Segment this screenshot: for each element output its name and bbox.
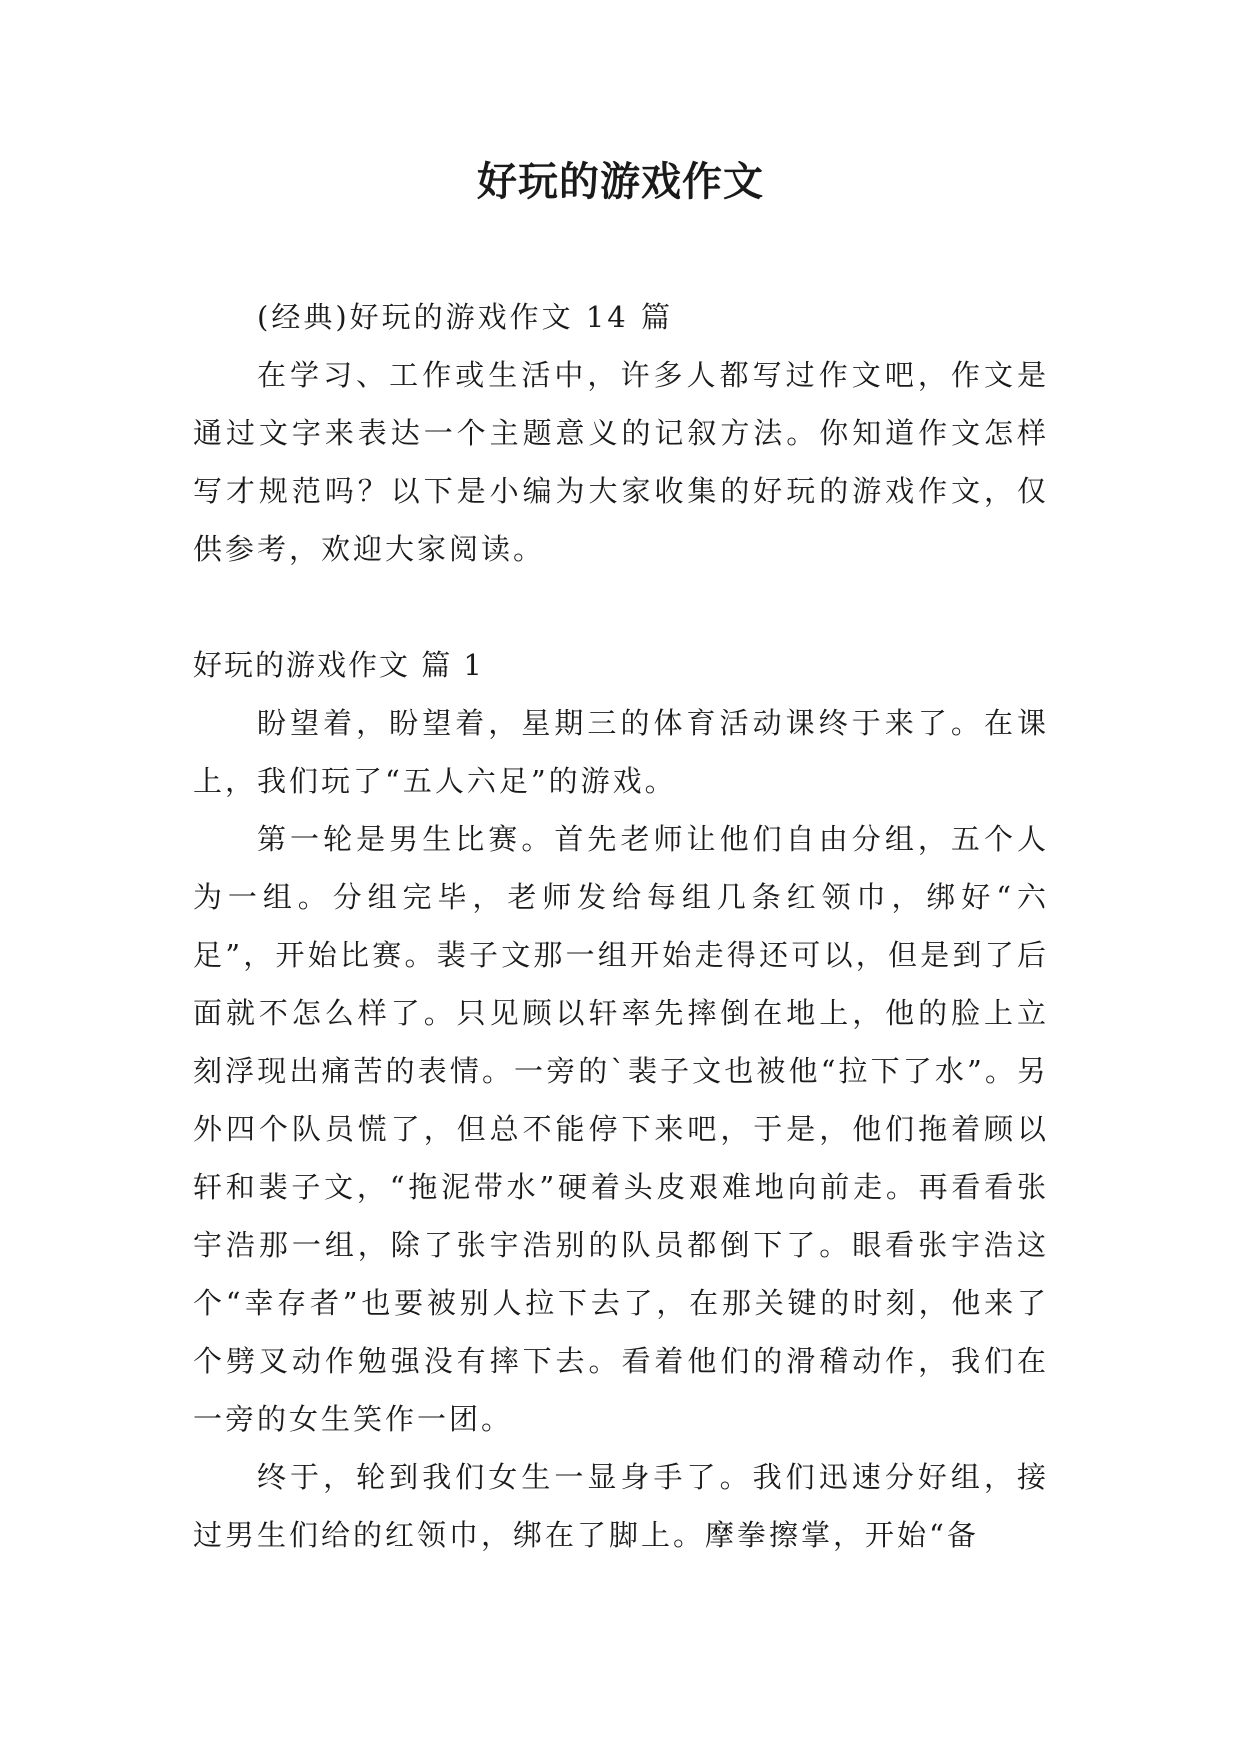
document-body bbox=[193, 288, 1049, 1564]
body-paragraph: 第一轮是男生比赛。首先老师让他们自由分组，五个人为一组。分组完毕，老师发给每组几条红领巾，绑好“六足”，开始比赛。裴子文那一组开始走得还可以，但是到了后面就不怎么样了。只见顾以轩率先摔倒在地上，他的脸上立刻浮现出痛苦的表情。一旁的`裴子文也被他“拉下了水”。另外四个队员慌了，但总不能停下来吧，于是，他们拖着顾以轩和裴子文，“拖泥带水”硬着头皮艰难地向前走。再看看张宇浩那一组，除了张宇浩别的队员都倒下了。眼看张宇浩这个“幸存者”也要被别人拉下去了，在那关键的时刻，他来了个劈叉动作勉强没有摔下去。看着他们的滑稽动作，我们在一旁的女生笑作一团。 bbox=[193, 822, 1049, 1436]
intro-paragraph: 在学习、工作或生活中，许多人都写过作文吧，作文是通过文字来表达一个主题意义的记叙方法。你知道作文怎样写才规范吗？以下是小编为大家收集的好玩的游戏作文，仅供参考，欢迎大家阅读。 bbox=[193, 358, 1049, 566]
document-title: 好玩的游戏作文 bbox=[477, 158, 764, 205]
section-heading: 好玩的游戏作文 篇 1 bbox=[193, 648, 484, 682]
body-paragraph: 盼望着，盼望着，星期三的体育活动课终于来了。在课上，我们玩了“五人六足”的游戏。 bbox=[193, 706, 1049, 798]
body-paragraph: 终于，轮到我们女生一显身手了。我们迅速分好组，接过男生们给的红领巾，绑在了脚上。摩拳擦掌，开始“备 bbox=[193, 1460, 1049, 1552]
document-subtitle: (经典)好玩的游戏作文 14 篇 bbox=[257, 300, 673, 334]
